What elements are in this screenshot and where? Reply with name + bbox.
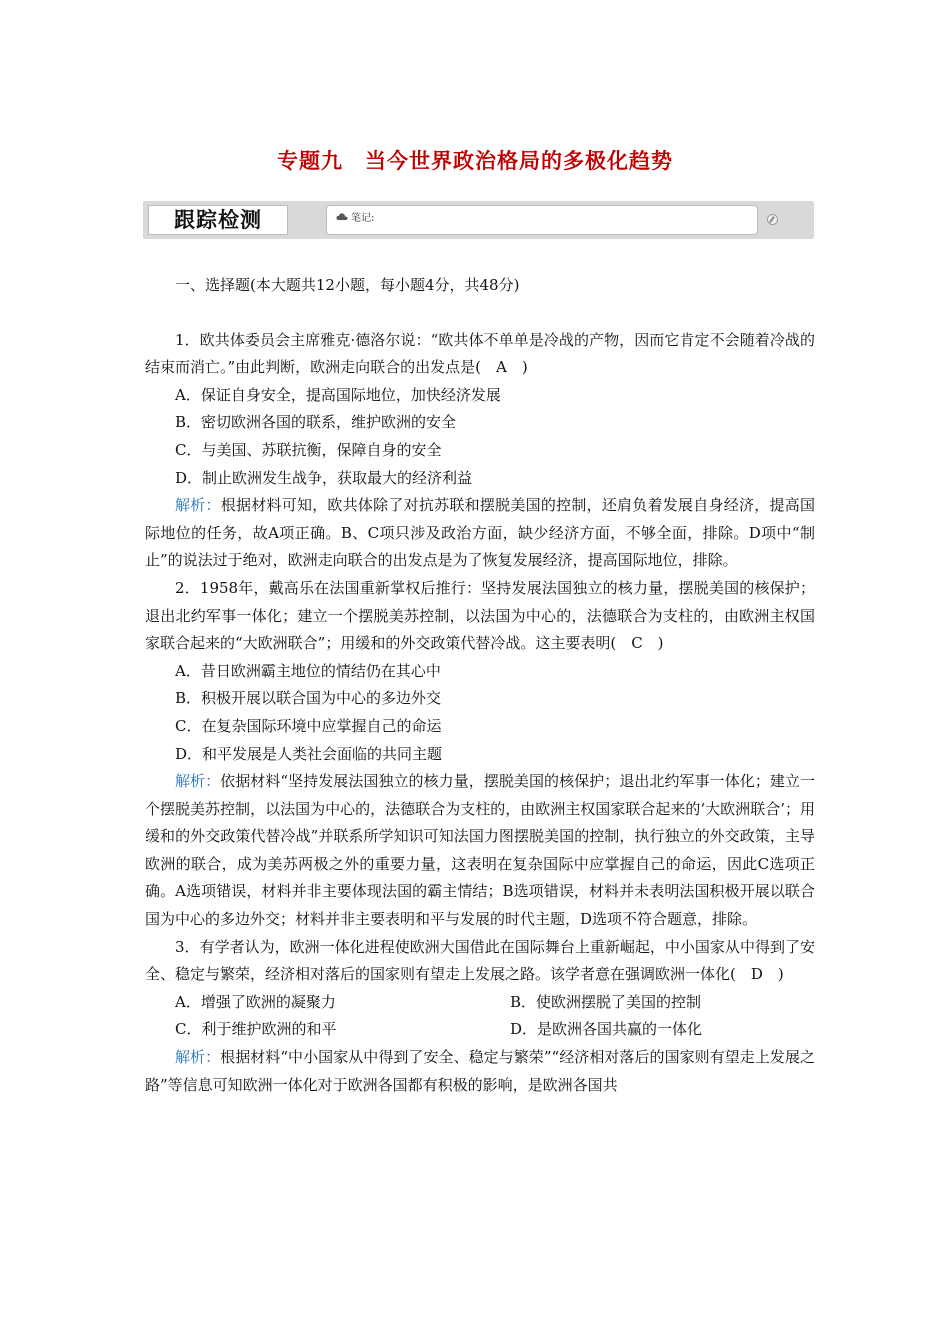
edit-icon[interactable] (767, 214, 778, 225)
page-title: 专题九 当今世界政治格局的多极化趋势 (277, 149, 673, 173)
question-1-option-a: A．保证自身安全，提高国际地位，加快经济发展 (175, 385, 501, 404)
question-1-stem: 1．欧共体委员会主席雅克·德洛尔说：“欧共体不单单是冷战的产物，因而它肯定不会随着冷战的结束而消亡。”由此判断，欧洲走向联合的出发点是( A ) (145, 330, 815, 377)
question-3-option-a: A．增强了欧洲的凝聚力 (175, 992, 336, 1011)
question-3-options-row-1 (145, 989, 815, 1017)
question-3-options-row-2 (145, 1016, 815, 1044)
section-heading: 一、选择题(本大题共12小题，每小题4分，共48分) (175, 276, 520, 294)
question-2-analysis (145, 768, 815, 934)
banner-label: 跟踪检测 (148, 205, 288, 235)
question-2-option-d: D．和平发展是人类社会面临的共同主题 (175, 744, 443, 763)
analysis-text: 根据材料可知，欧共体除了对抗苏联和摆脱美国的控制，还肩负着发展自身经济，提高国际地位的任务，故A项正确。B、C项只涉及政治方面，缺少经济方面，不够全面，排除。D项中“制止”的说法过于绝对，欧洲走向联合的出发点是为了恢复发展经济，提高国际地位，排除。 (145, 496, 815, 570)
question-1-analysis (145, 492, 815, 575)
question-3-analysis (145, 1044, 815, 1099)
analysis-text: 依据材料“坚持发展法国独立的核力量，摆脱美国的核保护；退出北约军事一体化；建立一个摆脱美苏控制，以法国为中心的，法德联合为支柱的，由欧洲主权国家联合起来的‘大欧洲联合’；用缓和的外交政策代替冷战”并联系所学知识可知法国力图摆脱美国的控制，执行独立的外交政策，主导欧洲的联合，成为美苏两极之外的重要力量，这表明在复杂国际中应掌握自己的命运，因此C选项正确。A选项错误，材料并非主要体现法国的霸主情结；B选项错误，材料并未表明法国积极开展以联合国为中心的多边外交；材料并非主要表明和平与发展的时代主题，D选项不符合题意，排除。 (145, 772, 815, 929)
question-2-option-b: B．积极开展以联合国为中心的多边外交 (175, 689, 442, 708)
question-2-stem: 2．1958年，戴高乐在法国重新掌权后推行：坚持发展法国独立的核力量，摆脱美国的核保护；退出北约军事一体化；建立一个摆脱美苏控制，以法国为中心的，法德联合为支柱的，由欧洲主权国家联合起来的“大欧洲联合”；用缓和的外交政策代替冷战。这主要表明( C ) (145, 578, 815, 653)
document-body (145, 272, 815, 1099)
question-2-option-c: C．在复杂国际环境中应掌握自己的命运 (175, 716, 442, 735)
question-1-option-c: C．与美国、苏联抗衡，保障自身的安全 (175, 440, 442, 459)
question-3-option-c: C．利于维护欧洲的和平 (175, 1020, 337, 1039)
analysis-text: 根据材料“中小国家从中得到了安全、稳定与繁荣”“经济相对落后的国家则有望走上发展之路”等信息可知欧洲一体化对于欧洲各国都有积极的影响，是欧洲各国共 (145, 1048, 815, 1094)
tracking-banner (143, 201, 814, 239)
cloud-icon (336, 212, 348, 221)
notes-input[interactable] (326, 205, 758, 235)
analysis-label: 解析： (175, 1048, 221, 1067)
question-1-option-b: B．密切欧洲各国的联系，维护欧洲的安全 (175, 413, 457, 432)
notes-label: 笔记: (351, 213, 375, 224)
analysis-label: 解析： (175, 496, 221, 515)
question-3-stem: 3．有学者认为，欧洲一体化进程使欧洲大国借此在国际舞台上重新崛起，中小国家从中得到了安全、稳定与繁荣，经济相对落后的国家则有望走上发展之路。该学者意在强调欧洲一体化( D ) (145, 937, 815, 984)
question-2-option-a: A．昔日欧洲霸主地位的情结仍在其心中 (175, 661, 441, 680)
question-1-option-d: D．制止欧洲发生战争，获取最大的经济利益 (175, 468, 473, 487)
question-3-option-d: D．是欧洲各国共赢的一体化 (510, 1020, 703, 1039)
question-3-option-b: B．使欧洲摆脱了美国的控制 (510, 992, 702, 1011)
analysis-label: 解析： (175, 772, 221, 791)
